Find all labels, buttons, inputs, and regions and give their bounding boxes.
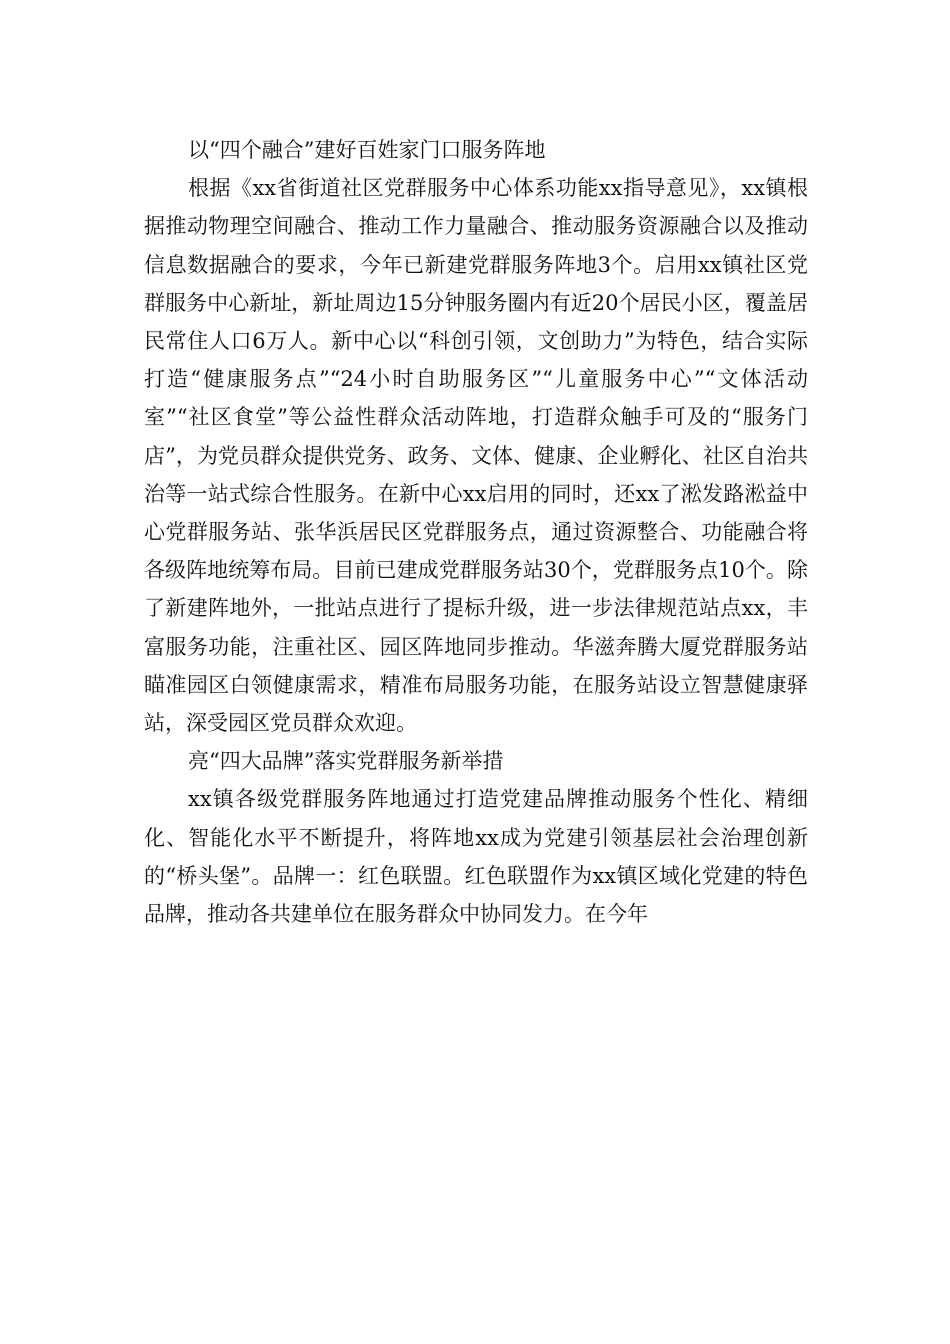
section-heading-four-integrations: 以“四个融合”建好百姓家门口服务阵地 bbox=[188, 138, 546, 162]
section-body-four-brands: xx镇各级党群服务阵地通过打造党建品牌推动服务个性化、精细化、智能化水平不断提升，将阵地xx成为党建引领基层社会治理创新的“桥头堡”。品牌一：红色联盟。红色联盟作为xx镇区域化党建的特色品牌，推动各共建单位在服务群众中协同发力。在今年 bbox=[144, 787, 808, 927]
document-page bbox=[144, 131, 808, 933]
section-body-four-integrations: 根据《xx省街道社区党群服务中心体系功能xx指导意见》，xx镇根据推动物理空间融合、推动工作力量融合、推动服务资源融合以及推动信息数据融合的要求，今年已新建党群服务阵地3个。启用xx镇社区党群服务中心新址，新址周边15分钟服务圈内有近20个居民小区，覆盖居民常住人口6万人。新中心以“科创引领，文创助力”为特色，结合实际打造“健康服务点”“24小时自助服务区”“儿童服务中心”“文体活动室”“社区食堂”等公益性群众活动阵地，打造群众触手可及的“服务门店”，为党员群众提供党务、政务、文体、健康、企业孵化、社区自治共治等一站式综合性服务。在新中心xx启用的同时，还xx了淞发路淞益中心党群服务站、张华浜居民区党群服务点，通过资源整合、功能融合将各级阵地统筹布局。目前已建成党群服务站30个，党群服务点10个。除了新建阵地外，一批站点进行了提标升级，进一步法律规范站点xx，丰富服务功能，注重社区、园区阵地同步推动。华滋奔腾大厦党群服务站瞄准园区白领健康需求，精准布局服务功能，在服务站设立智慧健康驿站，深受园区党员群众欢迎。 bbox=[144, 176, 808, 736]
section-heading-four-brands: 亮“四大品牌”落实党群服务新举措 bbox=[188, 749, 504, 774]
